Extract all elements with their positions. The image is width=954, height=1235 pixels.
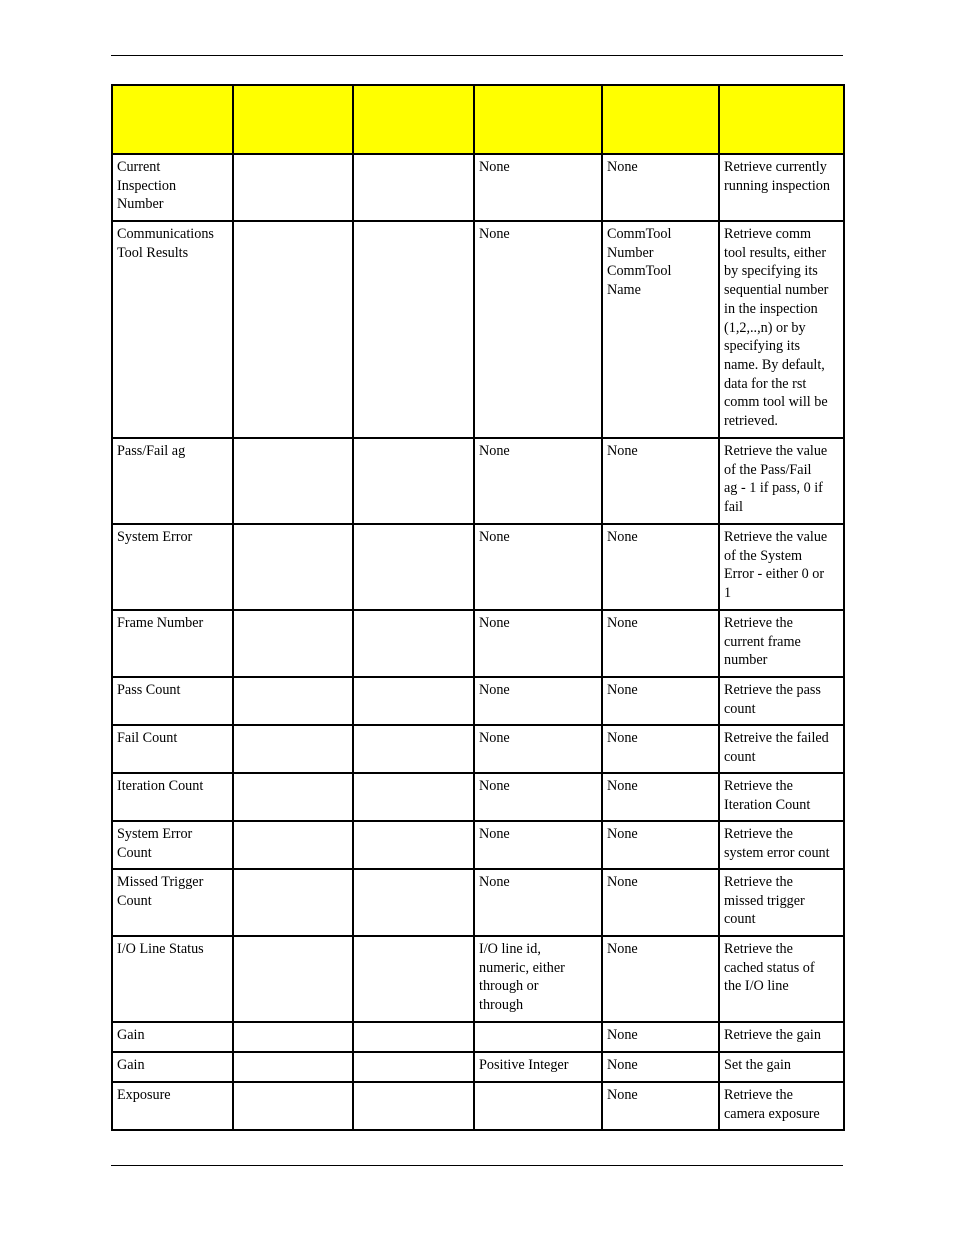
parameter-cell: None <box>474 438 602 524</box>
parameter-cell: None <box>474 154 602 221</box>
parameter-cell: None <box>474 869 602 936</box>
table-row <box>112 677 844 725</box>
table-cell <box>233 936 353 1022</box>
table-cell <box>233 1022 353 1052</box>
parameter-cell: None <box>474 773 602 821</box>
table-row <box>112 1082 844 1130</box>
table-cell <box>233 438 353 524</box>
parameter-cell: Positive Integer <box>474 1052 602 1082</box>
table-cell <box>353 524 474 610</box>
table-row <box>112 936 844 1022</box>
parameter-cell: I/O line id, numeric, either through or through <box>474 936 602 1022</box>
parameter-cell <box>474 1022 602 1052</box>
table-cell <box>353 1052 474 1082</box>
description-cell: Retrieve the pass count <box>719 677 844 725</box>
description-cell: Retrieve the cached status of the I/O line <box>719 936 844 1022</box>
optional-cell: None <box>602 773 719 821</box>
item-cell: System Error Count <box>112 821 233 869</box>
header-cell <box>112 85 233 154</box>
table-cell <box>233 1052 353 1082</box>
description-cell: Retrieve the system error count <box>719 821 844 869</box>
description-cell: Retrieve the current frame number <box>719 610 844 677</box>
description-cell: Retrieve the missed trigger count <box>719 869 844 936</box>
description-cell: Retrieve currently running inspection <box>719 154 844 221</box>
optional-cell: None <box>602 1052 719 1082</box>
item-cell: Fail Count <box>112 725 233 773</box>
item-cell: I/O Line Status <box>112 936 233 1022</box>
parameter-cell: None <box>474 524 602 610</box>
header-cell <box>233 85 353 154</box>
item-cell: Iteration Count <box>112 773 233 821</box>
table-cell <box>353 1022 474 1052</box>
optional-cell: None <box>602 677 719 725</box>
parameter-cell <box>474 1082 602 1130</box>
parameter-cell: None <box>474 725 602 773</box>
footer-rule <box>111 1165 843 1166</box>
item-cell: Missed Trigger Count <box>112 869 233 936</box>
description-cell: Retreive the failed count <box>719 725 844 773</box>
optional-cell: None <box>602 936 719 1022</box>
table-row <box>112 438 844 524</box>
header-cell <box>719 85 844 154</box>
table-cell <box>233 221 353 438</box>
item-cell: Current Inspection Number <box>112 154 233 221</box>
optional-cell: None <box>602 438 719 524</box>
optional-cell: None <box>602 154 719 221</box>
parameter-cell: None <box>474 821 602 869</box>
table-header-row <box>112 85 844 154</box>
table-cell <box>353 1082 474 1130</box>
header-cell <box>602 85 719 154</box>
item-cell: Exposure <box>112 1082 233 1130</box>
table-row <box>112 610 844 677</box>
item-cell: System Error <box>112 524 233 610</box>
table-row <box>112 1052 844 1082</box>
table-cell <box>353 869 474 936</box>
table-cell <box>353 154 474 221</box>
table-cell <box>353 677 474 725</box>
description-cell: Retrieve the gain <box>719 1022 844 1052</box>
table-cell <box>233 524 353 610</box>
description-cell: Set the gain <box>719 1052 844 1082</box>
table-cell <box>233 610 353 677</box>
table-cell <box>353 438 474 524</box>
table-row <box>112 221 844 438</box>
item-cell: Gain <box>112 1022 233 1052</box>
table-cell <box>233 154 353 221</box>
header-cell <box>353 85 474 154</box>
table-cell <box>353 821 474 869</box>
optional-cell: None <box>602 524 719 610</box>
table-cell <box>353 610 474 677</box>
table-cell <box>233 773 353 821</box>
optional-cell: None <box>602 725 719 773</box>
description-cell: Retrieve the Iteration Count <box>719 773 844 821</box>
table-cell <box>233 869 353 936</box>
table-row <box>112 869 844 936</box>
optional-cell: None <box>602 1082 719 1130</box>
optional-cell: None <box>602 869 719 936</box>
item-cell: Pass Count <box>112 677 233 725</box>
command-table <box>111 84 845 1131</box>
table-row <box>112 1022 844 1052</box>
description-cell: Retrieve the value of the System Error - either 0 or 1 <box>719 524 844 610</box>
parameter-cell: None <box>474 677 602 725</box>
optional-cell: None <box>602 610 719 677</box>
table-cell <box>233 821 353 869</box>
table-cell <box>233 677 353 725</box>
parameter-cell: None <box>474 221 602 438</box>
table-row <box>112 821 844 869</box>
table-row <box>112 154 844 221</box>
table-cell <box>233 725 353 773</box>
table-cell <box>353 725 474 773</box>
item-cell: Communications Tool Results <box>112 221 233 438</box>
table-cell <box>353 221 474 438</box>
optional-cell: None <box>602 821 719 869</box>
description-cell: Retrieve comm tool results, either by specifying its sequential number in the inspection (1,2,..,n) or by specifying its name. By default, data for the rst comm tool will be retrieved. <box>719 221 844 438</box>
table-cell <box>353 773 474 821</box>
item-cell: Frame Number <box>112 610 233 677</box>
parameter-cell: None <box>474 610 602 677</box>
item-cell: Gain <box>112 1052 233 1082</box>
description-cell: Retrieve the value of the Pass/Fail ag - 1 if pass, 0 if fail <box>719 438 844 524</box>
optional-cell: CommTool Number CommTool Name <box>602 221 719 438</box>
table-row <box>112 524 844 610</box>
table-cell <box>353 936 474 1022</box>
table-cell <box>233 1082 353 1130</box>
item-cell: Pass/Fail ag <box>112 438 233 524</box>
table-row <box>112 773 844 821</box>
optional-cell: None <box>602 1022 719 1052</box>
table-row <box>112 725 844 773</box>
description-cell: Retrieve the camera exposure <box>719 1082 844 1130</box>
header-cell <box>474 85 602 154</box>
header-rule <box>111 55 843 56</box>
